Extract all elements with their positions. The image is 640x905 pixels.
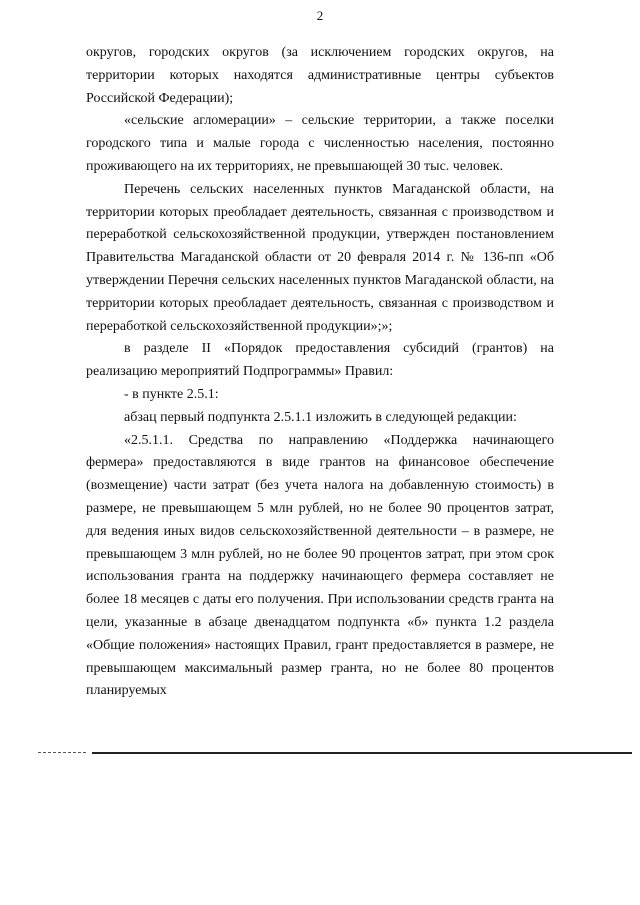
footer-divider (38, 752, 632, 754)
paragraph-5: - в пункте 2.5.1: (124, 386, 219, 402)
paragraph-1: округов, городских округов (за исключением городских округов, на территории которых находятся административные центры субъектов Российской Федерации); (86, 45, 554, 106)
paragraph-3: Перечень сельских населенных пунктов Магаданской области, на территории которых преобладает деятельность, связанная с производством и переработкой сельскохозяйственной продукции, утвержден постановлением Правительства Магаданской области от 20 февраля 2014 г. № 136-пп «Об утверждении Перечня сельских населенных пунктов Магаданской области, на территории которых преобладает деятельность, связанная с производством и переработкой сельскохозяйственной продукции»;»; (86, 181, 554, 334)
paragraph-7: «2.5.1.1. Средства по направлению «Поддержка начинающего фермера» предоставляются в виде грантов на финансовое обеспечение (возмещение) части затрат (без учета налога на добавленную стоимость) в размере, не превышающем 5 млн рублей, но не более 90 процентов затрат, для ведения иных видов сельскохозяйственной деятельности – в размере, не превышающем 3 млн рублей, но не более 90 процентов затрат, при этом срок использования гранта на поддержку начинающего фермера составляет не более 18 месяцев с даты его получения. При использовании средств гранта на цели, указанные в абзаце двенадцатом подпункта «б» пункта 1.2 раздела «Общие положения» настоящих Правил, грант предоставляется в размере, не превышающем максимальный размер гранта, но не более 80 процентов планируемых (86, 432, 554, 699)
page-number: 2 (316, 8, 324, 23)
footer-solid-line (92, 752, 632, 754)
paragraph-4: в разделе II «Порядок предоставления субсидий (грантов) на реализацию мероприятий Подпрограммы» Правил: (86, 341, 554, 380)
document-body (86, 42, 554, 703)
footer-dashed-segment (38, 752, 86, 753)
paragraph-2: «сельские агломерации» – сельские территории, а также поселки городского типа и малые города с численностью населения, постоянно проживающего на их территориях, не превышающей 30 тыс. человек. (86, 113, 554, 174)
paragraph-6: абзац первый подпункта 2.5.1.1 изложить в следующей редакции: (124, 409, 517, 425)
